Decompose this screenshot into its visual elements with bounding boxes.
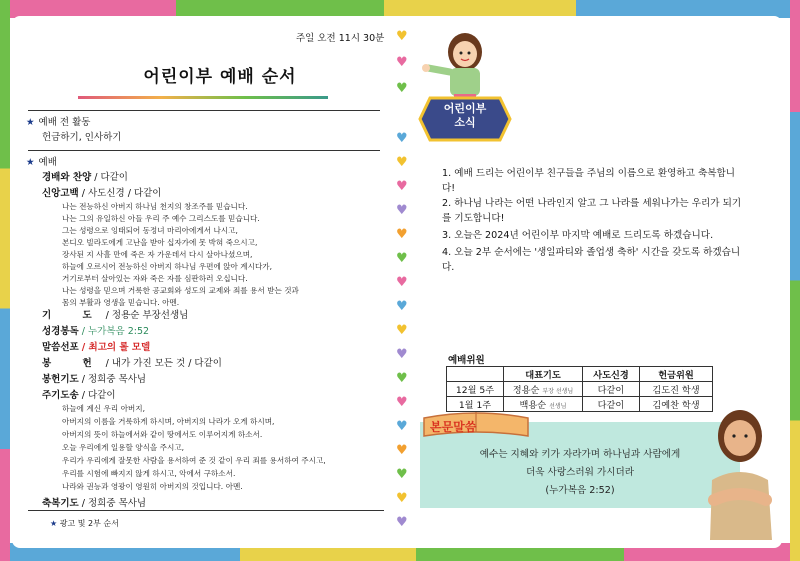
lords-prayer-line: 오늘 우리에게 일용할 양식을 주시고, <box>62 443 185 452</box>
creed-line: 나는 그의 유일하신 아들 우리 주 예수 그리스도를 믿습니다. <box>62 214 260 223</box>
heart-icon: ♥ <box>396 515 408 530</box>
order-label: 축복기도 <box>42 498 79 509</box>
order-label: 주기도송 <box>42 390 79 401</box>
heart-icon: ♥ <box>396 227 408 242</box>
heart-icon: ♥ <box>396 371 408 386</box>
lords-prayer-line: 아버지의 이름을 거룩하게 하시며, 아버지의 나라가 오게 하시며, <box>62 417 275 426</box>
sermon-title: / 최고의 롤 모델 <box>81 342 151 353</box>
star-icon: ★ <box>50 519 58 528</box>
order-lords-prayer <box>42 387 116 401</box>
creed-line: 거기로부터 살아있는 자와 죽은 자를 심판하러 오십니다. <box>62 274 248 283</box>
worship-heading-text: 예배 <box>38 157 57 168</box>
pre-worship-heading-text: 예배 전 활동 <box>38 117 91 128</box>
news-item: 4. 오늘 2부 순서에는 '생일파티와 졸업생 축하' 시간을 갖도록 하겠습니다. <box>442 247 741 273</box>
lords-prayer-line: 우리가 우리에게 잘못한 사람을 용서하여 준 것 같이 우리 죄를 용서하여 주시고, <box>62 456 326 465</box>
pre-worship-content: 헌금하기, 인사하기 <box>42 132 122 143</box>
table-cell: 김도진 학생 <box>640 382 713 397</box>
table-cell: 다같이 <box>583 397 640 412</box>
table-header: 사도신경 <box>583 367 640 382</box>
lords-prayer-line: 하늘에 계신 우리 아버지, <box>62 404 146 413</box>
order-value: / 다같이 <box>94 172 128 183</box>
heart-icon: ♥ <box>396 323 408 338</box>
title-underline <box>78 96 328 99</box>
order-value: / 내가 가진 모든 것 / 다같이 <box>105 358 222 369</box>
heart-icon: ♥ <box>396 251 408 266</box>
star-icon: ★ <box>26 157 35 168</box>
cell-note: 부장 선생님 <box>542 388 574 395</box>
table-row <box>447 382 713 397</box>
heart-icon: ♥ <box>396 443 408 458</box>
order-creed <box>42 185 161 199</box>
footnote-text: 광고 및 2부 순서 <box>59 519 119 528</box>
star-icon: ★ <box>26 117 35 128</box>
heart-icon: ♥ <box>396 491 408 506</box>
order-label: 신앙고백 <box>42 188 79 199</box>
frame-left <box>0 0 10 561</box>
order-value: / 누가복음 2:52 <box>81 326 150 337</box>
frame-right <box>790 0 800 561</box>
creed-line: 그는 성령으로 잉태되어 동정녀 마리아에게서 나시고, <box>62 226 238 235</box>
divider <box>28 150 380 151</box>
order-scripture <box>42 323 149 337</box>
cell-note: 선생님 <box>549 403 567 410</box>
heart-icon: ♥ <box>396 29 408 44</box>
divider <box>28 510 384 511</box>
creed-line: 몸의 부활과 영생을 믿습니다. 아멘. <box>62 298 180 307</box>
verse-line: 더욱 사랑스러워 가시더라 <box>525 467 635 478</box>
service-time: 주일 오전 11시 30분 <box>296 33 385 44</box>
heart-icon: ♥ <box>396 179 408 194</box>
order-value: / 정용순 부장선생님 <box>105 310 189 321</box>
order-label: 말씀선포 <box>42 342 79 353</box>
heart-icon: ♥ <box>396 203 408 218</box>
worship-team-table <box>446 366 713 412</box>
order-value: / 정희중 목사님 <box>81 498 147 509</box>
table-header: 헌금위원 <box>640 367 713 382</box>
lords-prayer-line: 나라와 권능과 영광이 영원히 아버지의 것입니다. 아멘. <box>62 482 243 491</box>
table-cell: 다같이 <box>583 382 640 397</box>
pre-worship-heading <box>26 114 90 128</box>
order-sermon <box>42 339 150 353</box>
news-item: 1. 예배 드리는 어린이부 친구들을 주님의 이름으로 환영하고 축복합니다! <box>442 168 736 194</box>
heart-icon: ♥ <box>396 299 408 314</box>
table-header <box>447 367 504 382</box>
heart-icon: ♥ <box>396 395 408 410</box>
news-item: 3. 오늘은 2024년 어린이부 마지막 예배로 드리도록 하겠습니다. <box>442 230 714 241</box>
order-praise <box>42 169 128 183</box>
page-title: 어린이부 예배 순서 <box>143 67 297 87</box>
heart-icon: ♥ <box>396 419 408 434</box>
badge-line: 소식 <box>454 116 476 129</box>
verse-line: 예수는 지혜와 키가 자라가며 하나님과 사람에게 <box>479 449 681 460</box>
lords-prayer-line: 우리를 시험에 빠지지 않게 하시고, 악에서 구하소서. <box>62 469 236 478</box>
table-cell <box>504 382 583 397</box>
table-cell: 12월 5주 <box>447 382 504 397</box>
heart-icon: ♥ <box>396 131 408 146</box>
creed-line: 하늘에 오르시어 전능하신 아버지 하나님 우편에 앉아 계시다가, <box>62 262 273 271</box>
footnote <box>50 518 119 529</box>
order-value: / 사도신경 / 다같이 <box>81 188 162 199</box>
order-label: 경배와 찬양 <box>42 172 92 183</box>
creed-line: 나는 전능하신 아버지 하나님 천지의 창조주를 믿습니다. <box>62 202 248 211</box>
table-cell: 김예찬 학생 <box>640 397 713 412</box>
news-badge-label <box>418 96 512 142</box>
heart-icon: ♥ <box>396 155 408 170</box>
worship-team-title: 예배위원 <box>448 355 485 366</box>
news-item: 2. 하나님 나라는 어떤 나라인지 알고 그 나라를 세워나가는 우리가 되기를 기도합니다! <box>442 198 742 224</box>
order-benediction <box>42 495 146 509</box>
table-header-row <box>447 367 713 382</box>
table-cell: 1월 1주 <box>447 397 504 412</box>
order-offering-prayer <box>42 371 146 385</box>
heart-icon: ♥ <box>396 467 408 482</box>
order-label: 기 도 <box>42 310 106 321</box>
creed-line: 본디오 빌라도에게 고난을 받아 십자가에 못 박혀 죽으시고, <box>62 238 258 247</box>
creed-line: 장사된 지 사흘 만에 죽은 자 가운데서 다시 살아나셨으며, <box>62 250 253 259</box>
order-label: 봉헌기도 <box>42 374 79 385</box>
order-value: / 다같이 <box>81 390 116 401</box>
heart-icon: ♥ <box>396 347 408 362</box>
cell-value: 백용순 <box>519 400 547 411</box>
badge-line: 어린이부 <box>443 102 487 115</box>
order-value: / 정희중 목사님 <box>81 374 147 385</box>
worship-heading <box>26 154 57 168</box>
divider <box>28 110 380 111</box>
man-illustration <box>700 400 780 542</box>
heart-icon: ♥ <box>396 55 408 70</box>
heart-icon: ♥ <box>396 81 408 96</box>
order-offering <box>42 355 222 369</box>
creed-line: 나는 성령을 믿으며 거룩한 공교회와 성도의 교제와 죄를 용서 받는 것과 <box>62 286 299 295</box>
heart-icon: ♥ <box>396 275 408 290</box>
cell-value: 정용순 <box>512 385 540 396</box>
order-label: 성경봉독 <box>42 326 79 337</box>
lords-prayer-line: 아버지의 뜻이 하늘에서와 같이 땅에서도 이루어지게 하소서. <box>62 430 263 439</box>
verse-reference: (누가복음 2:52) <box>545 485 615 496</box>
verse-title: 본문말씀 <box>430 420 477 434</box>
table-header: 대표기도 <box>504 367 583 382</box>
order-prayer <box>42 307 188 321</box>
order-label: 봉 헌 <box>42 358 106 369</box>
